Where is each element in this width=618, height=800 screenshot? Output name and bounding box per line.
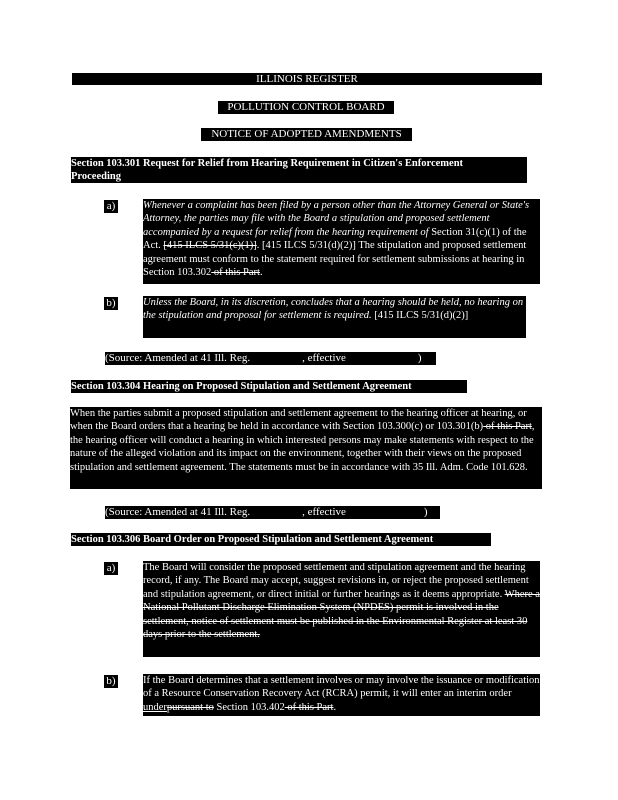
section-301-source: (Source: Amended at 41 Ill. Reg. , effective )	[105, 352, 436, 365]
board-header	[218, 101, 394, 114]
section-306-a-text: The Board will consider the proposed settlement and stipulation agreement and the hearing record, if any. The Board may accept, suggest revisions in, or reject the proposed settlement and stipulation agreement, or direct initial or further hearings as it deems appropriate. Where a National Pollutant Discharge Elimination System (NPDES) permit is involved in the settlement, notice of settlement must be published in the Environmental Register at least 30 days prior to the settlement.	[143, 561, 540, 657]
section-301-title: Section 103.301 Request for Relief from Hearing Requirement in Citizen's Enforcement Proceeding	[71, 157, 527, 183]
section-306-b-label: b)	[104, 675, 118, 688]
section-304-text: When the parties submit a proposed stipulation and settlement agreement to the hearing officer at hearing, or when the Board orders that a hearing be held in accordance with Section 103.300(c) or 103.301(b) of this Part, the hearing officer will conduct a hearing in which interested persons may make statements with respect to the nature of the alleged violation and its impact on the environment, together with their views on the proposed stipulation and settlement agreement. The statements must be in accordance with 35 Ill. Adm. Code 101.628.	[70, 407, 542, 489]
section-301-a-label: a)	[104, 200, 118, 213]
register-title: ILLINOIS REGISTER	[256, 73, 358, 85]
section-306-title: Section 103.306 Board Order on Proposed Stipulation and Settlement Agreement	[71, 533, 491, 546]
section-304-source: (Source: Amended at 41 Ill. Reg. , effective )	[105, 506, 440, 519]
notice-header	[201, 128, 412, 141]
section-301-a-text: Whenever a complaint has been filed by a person other than the Attorney General or State's Attorney, the parties may file with the Board a stipulation and proposed settlement accompanied by a request for relief from the hearing requirement of Section 31(c)(1) of the Act. [415 ILCS 5/31(c)(1)]. [415 ILCS 5/31(d)(2)] The stipulation and proposed settlement agreement must conform to the statement required for settlement submissions at hearing in Section 103.302 of this Part.	[143, 199, 540, 284]
notice-title: NOTICE OF ADOPTED AMENDMENTS	[211, 128, 402, 140]
section-304-title: Section 103.304 Hearing on Proposed Stipulation and Settlement Agreement	[71, 380, 467, 393]
section-306-b-text: If the Board determines that a settlement involves or may involve the issuance or modification of a Resource Conservation Recovery Act (RCRA) permit, it will enter an interim order underpursuant to Section 103.402 of this Part.	[143, 674, 540, 716]
section-301-b-text: Unless the Board, in its discretion, concludes that a hearing should be held, no hearing on the stipulation and proposal for settlement is required. [415 ILCS 5/31(d)(2)]	[143, 296, 526, 338]
section-301-b-label: b)	[104, 297, 118, 310]
board-title: POLLUTION CONTROL BOARD	[227, 101, 385, 113]
register-header	[72, 73, 542, 85]
section-306-a-label: a)	[104, 562, 118, 575]
